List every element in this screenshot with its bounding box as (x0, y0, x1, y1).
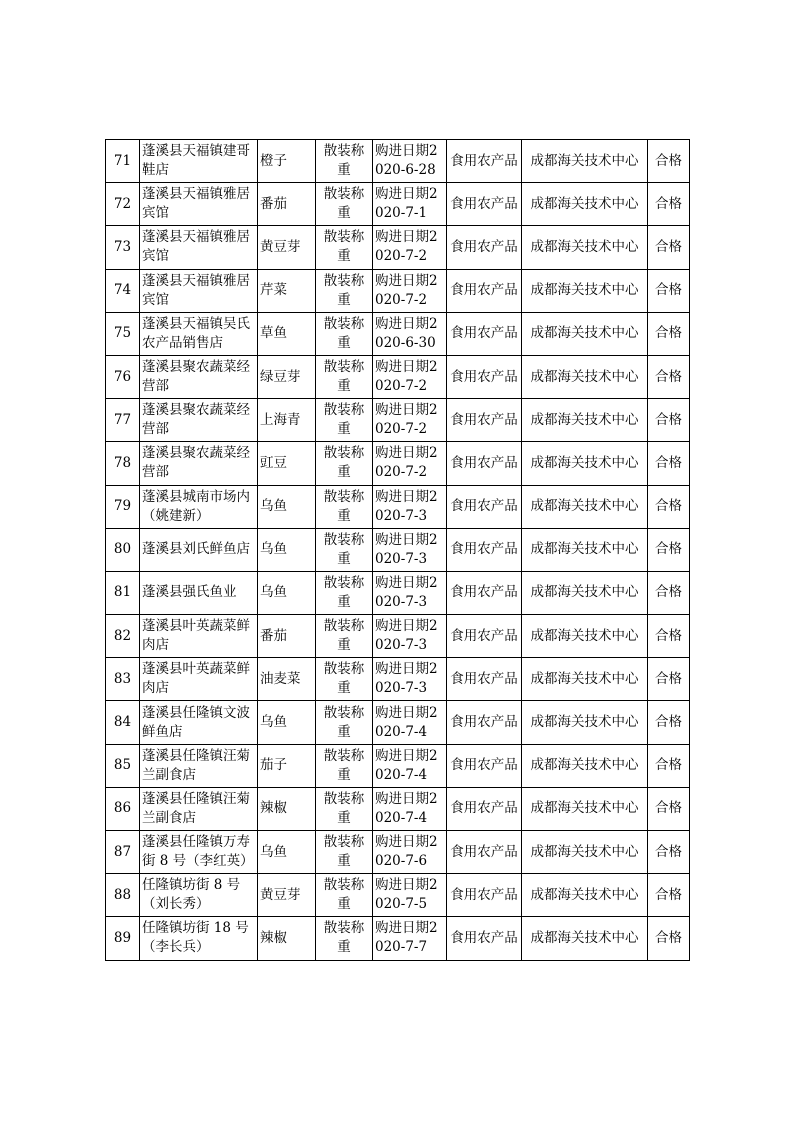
row-number: 79 (106, 485, 140, 528)
test-result: 合格 (648, 787, 690, 830)
row-number: 72 (106, 183, 140, 226)
food-category: 食用农产品 (447, 442, 522, 485)
row-number: 81 (106, 571, 140, 614)
packaging-type: 散装称重 (316, 874, 373, 917)
purchase-date: 购进日期2020-7-5 (373, 874, 447, 917)
purchase-date: 购进日期2020-7-4 (373, 787, 447, 830)
purchase-date: 购进日期2020-7-2 (373, 355, 447, 398)
testing-agency: 成都海关技术中心 (522, 917, 648, 960)
food-category: 食用农产品 (447, 701, 522, 744)
packaging-type: 散装称重 (316, 787, 373, 830)
packaging-type: 散装称重 (316, 312, 373, 355)
sampled-unit-name: 蓬溪县刘氏鲜鱼店 (140, 528, 258, 571)
row-number: 73 (106, 226, 140, 269)
test-result: 合格 (648, 528, 690, 571)
food-category: 食用农产品 (447, 658, 522, 701)
food-category: 食用农产品 (447, 615, 522, 658)
sampled-unit-name: 蓬溪县天福镇雅居宾馆 (140, 183, 258, 226)
table-row (106, 917, 690, 960)
testing-agency: 成都海关技术中心 (522, 787, 648, 830)
food-category: 食用农产品 (447, 312, 522, 355)
table-row (106, 442, 690, 485)
food-category: 食用农产品 (447, 355, 522, 398)
table-row (106, 399, 690, 442)
table-row (106, 658, 690, 701)
testing-agency: 成都海关技术中心 (522, 140, 648, 183)
row-number: 83 (106, 658, 140, 701)
table-row (106, 485, 690, 528)
test-result: 合格 (648, 312, 690, 355)
sample-name: 油麦菜 (258, 658, 316, 701)
food-category: 食用农产品 (447, 787, 522, 830)
testing-agency: 成都海关技术中心 (522, 874, 648, 917)
food-category: 食用农产品 (447, 269, 522, 312)
row-number: 78 (106, 442, 140, 485)
packaging-type: 散装称重 (316, 831, 373, 874)
sampled-unit-name: 蓬溪县天福镇吴氏农产品销售店 (140, 312, 258, 355)
table-row (106, 615, 690, 658)
row-number: 75 (106, 312, 140, 355)
sampled-unit-name: 蓬溪县任隆镇文波鲜鱼店 (140, 701, 258, 744)
sampled-unit-name: 任隆镇坊街 8 号（刘长秀） (140, 874, 258, 917)
sample-name: 茄子 (258, 744, 316, 787)
table-row (106, 744, 690, 787)
row-number: 71 (106, 140, 140, 183)
sample-name: 草鱼 (258, 312, 316, 355)
packaging-type: 散装称重 (316, 528, 373, 571)
sample-name: 上海青 (258, 399, 316, 442)
packaging-type: 散装称重 (316, 226, 373, 269)
purchase-date: 购进日期2020-6-30 (373, 312, 447, 355)
row-number: 88 (106, 874, 140, 917)
purchase-date: 购进日期2020-7-2 (373, 399, 447, 442)
testing-agency: 成都海关技术中心 (522, 744, 648, 787)
row-number: 76 (106, 355, 140, 398)
sampled-unit-name: 蓬溪县天福镇建哥鞋店 (140, 140, 258, 183)
testing-agency: 成都海关技术中心 (522, 615, 648, 658)
packaging-type: 散装称重 (316, 183, 373, 226)
sampled-unit-name: 蓬溪县强氏鱼业 (140, 571, 258, 614)
sample-name: 乌鱼 (258, 528, 316, 571)
row-number: 80 (106, 528, 140, 571)
packaging-type: 散装称重 (316, 917, 373, 960)
packaging-type: 散装称重 (316, 658, 373, 701)
table-body (106, 140, 690, 961)
test-result: 合格 (648, 701, 690, 744)
food-category: 食用农产品 (447, 917, 522, 960)
purchase-date: 购进日期2020-6-28 (373, 140, 447, 183)
packaging-type: 散装称重 (316, 485, 373, 528)
sampled-unit-name: 蓬溪县任隆镇汪菊兰副食店 (140, 787, 258, 830)
test-result: 合格 (648, 917, 690, 960)
purchase-date: 购进日期2020-7-7 (373, 917, 447, 960)
food-category: 食用农产品 (447, 528, 522, 571)
test-result: 合格 (648, 269, 690, 312)
table-row (106, 355, 690, 398)
sample-name: 乌鱼 (258, 485, 316, 528)
table-row (106, 183, 690, 226)
testing-agency: 成都海关技术中心 (522, 571, 648, 614)
test-result: 合格 (648, 226, 690, 269)
sample-name: 乌鱼 (258, 571, 316, 614)
testing-agency: 成都海关技术中心 (522, 442, 648, 485)
testing-agency: 成都海关技术中心 (522, 399, 648, 442)
sample-name: 辣椒 (258, 787, 316, 830)
purchase-date: 购进日期2020-7-4 (373, 744, 447, 787)
test-result: 合格 (648, 399, 690, 442)
packaging-type: 散装称重 (316, 442, 373, 485)
food-category: 食用农产品 (447, 571, 522, 614)
packaging-type: 散装称重 (316, 615, 373, 658)
food-category: 食用农产品 (447, 874, 522, 917)
row-number: 74 (106, 269, 140, 312)
food-category: 食用农产品 (447, 831, 522, 874)
sampled-unit-name: 蓬溪县城南市场内（姚建新） (140, 485, 258, 528)
testing-agency: 成都海关技术中心 (522, 658, 648, 701)
test-result: 合格 (648, 183, 690, 226)
row-number: 89 (106, 917, 140, 960)
sampled-unit-name: 蓬溪县聚农蔬菜经营部 (140, 399, 258, 442)
sample-name: 番茄 (258, 615, 316, 658)
testing-agency: 成都海关技术中心 (522, 312, 648, 355)
testing-agency: 成都海关技术中心 (522, 528, 648, 571)
sample-name: 辣椒 (258, 917, 316, 960)
food-category: 食用农产品 (447, 183, 522, 226)
testing-agency: 成都海关技术中心 (522, 355, 648, 398)
packaging-type: 散装称重 (316, 355, 373, 398)
sampled-unit-name: 蓬溪县任隆镇汪菊兰副食店 (140, 744, 258, 787)
packaging-type: 散装称重 (316, 140, 373, 183)
sampled-unit-name: 蓬溪县天福镇雅居宾馆 (140, 226, 258, 269)
purchase-date: 购进日期2020-7-3 (373, 571, 447, 614)
sampled-unit-name: 蓬溪县聚农蔬菜经营部 (140, 355, 258, 398)
testing-agency: 成都海关技术中心 (522, 269, 648, 312)
test-result: 合格 (648, 874, 690, 917)
sample-name: 豇豆 (258, 442, 316, 485)
table-row (106, 269, 690, 312)
test-result: 合格 (648, 442, 690, 485)
packaging-type: 散装称重 (316, 269, 373, 312)
sample-name: 黄豆芽 (258, 874, 316, 917)
food-category: 食用农产品 (447, 140, 522, 183)
inspection-results-table (105, 139, 690, 961)
purchase-date: 购进日期2020-7-1 (373, 183, 447, 226)
purchase-date: 购进日期2020-7-2 (373, 226, 447, 269)
table-row (106, 787, 690, 830)
row-number: 82 (106, 615, 140, 658)
sample-name: 芹菜 (258, 269, 316, 312)
food-category: 食用农产品 (447, 399, 522, 442)
table-row (106, 528, 690, 571)
row-number: 87 (106, 831, 140, 874)
sample-name: 乌鱼 (258, 701, 316, 744)
sampled-unit-name: 蓬溪县叶英蔬菜鲜肉店 (140, 615, 258, 658)
table-row (106, 571, 690, 614)
table-row (106, 831, 690, 874)
test-result: 合格 (648, 571, 690, 614)
purchase-date: 购进日期2020-7-3 (373, 485, 447, 528)
purchase-date: 购进日期2020-7-2 (373, 442, 447, 485)
test-result: 合格 (648, 658, 690, 701)
row-number: 86 (106, 787, 140, 830)
food-category: 食用农产品 (447, 226, 522, 269)
testing-agency: 成都海关技术中心 (522, 485, 648, 528)
table-row (106, 701, 690, 744)
purchase-date: 购进日期2020-7-3 (373, 658, 447, 701)
testing-agency: 成都海关技术中心 (522, 831, 648, 874)
packaging-type: 散装称重 (316, 701, 373, 744)
test-result: 合格 (648, 485, 690, 528)
table-row (106, 312, 690, 355)
row-number: 85 (106, 744, 140, 787)
food-category: 食用农产品 (447, 744, 522, 787)
sampled-unit-name: 蓬溪县聚农蔬菜经营部 (140, 442, 258, 485)
testing-agency: 成都海关技术中心 (522, 226, 648, 269)
sample-name: 黄豆芽 (258, 226, 316, 269)
test-result: 合格 (648, 744, 690, 787)
purchase-date: 购进日期2020-7-2 (373, 269, 447, 312)
purchase-date: 购进日期2020-7-3 (373, 615, 447, 658)
packaging-type: 散装称重 (316, 399, 373, 442)
test-result: 合格 (648, 615, 690, 658)
sampled-unit-name: 任隆镇坊街 18 号（李长兵） (140, 917, 258, 960)
sampled-unit-name: 蓬溪县叶英蔬菜鲜肉店 (140, 658, 258, 701)
food-category: 食用农产品 (447, 485, 522, 528)
table-row (106, 140, 690, 183)
sample-name: 番茄 (258, 183, 316, 226)
sampled-unit-name: 蓬溪县天福镇雅居宾馆 (140, 269, 258, 312)
packaging-type: 散装称重 (316, 744, 373, 787)
testing-agency: 成都海关技术中心 (522, 183, 648, 226)
purchase-date: 购进日期2020-7-3 (373, 528, 447, 571)
test-result: 合格 (648, 831, 690, 874)
sample-name: 绿豆芽 (258, 355, 316, 398)
purchase-date: 购进日期2020-7-4 (373, 701, 447, 744)
row-number: 84 (106, 701, 140, 744)
sampled-unit-name: 蓬溪县任隆镇万寿街 8 号（李红英） (140, 831, 258, 874)
test-result: 合格 (648, 355, 690, 398)
packaging-type: 散装称重 (316, 571, 373, 614)
table-row (106, 874, 690, 917)
test-result: 合格 (648, 140, 690, 183)
purchase-date: 购进日期2020-7-6 (373, 831, 447, 874)
sample-name: 乌鱼 (258, 831, 316, 874)
testing-agency: 成都海关技术中心 (522, 701, 648, 744)
row-number: 77 (106, 399, 140, 442)
sample-name: 橙子 (258, 140, 316, 183)
table-row (106, 226, 690, 269)
